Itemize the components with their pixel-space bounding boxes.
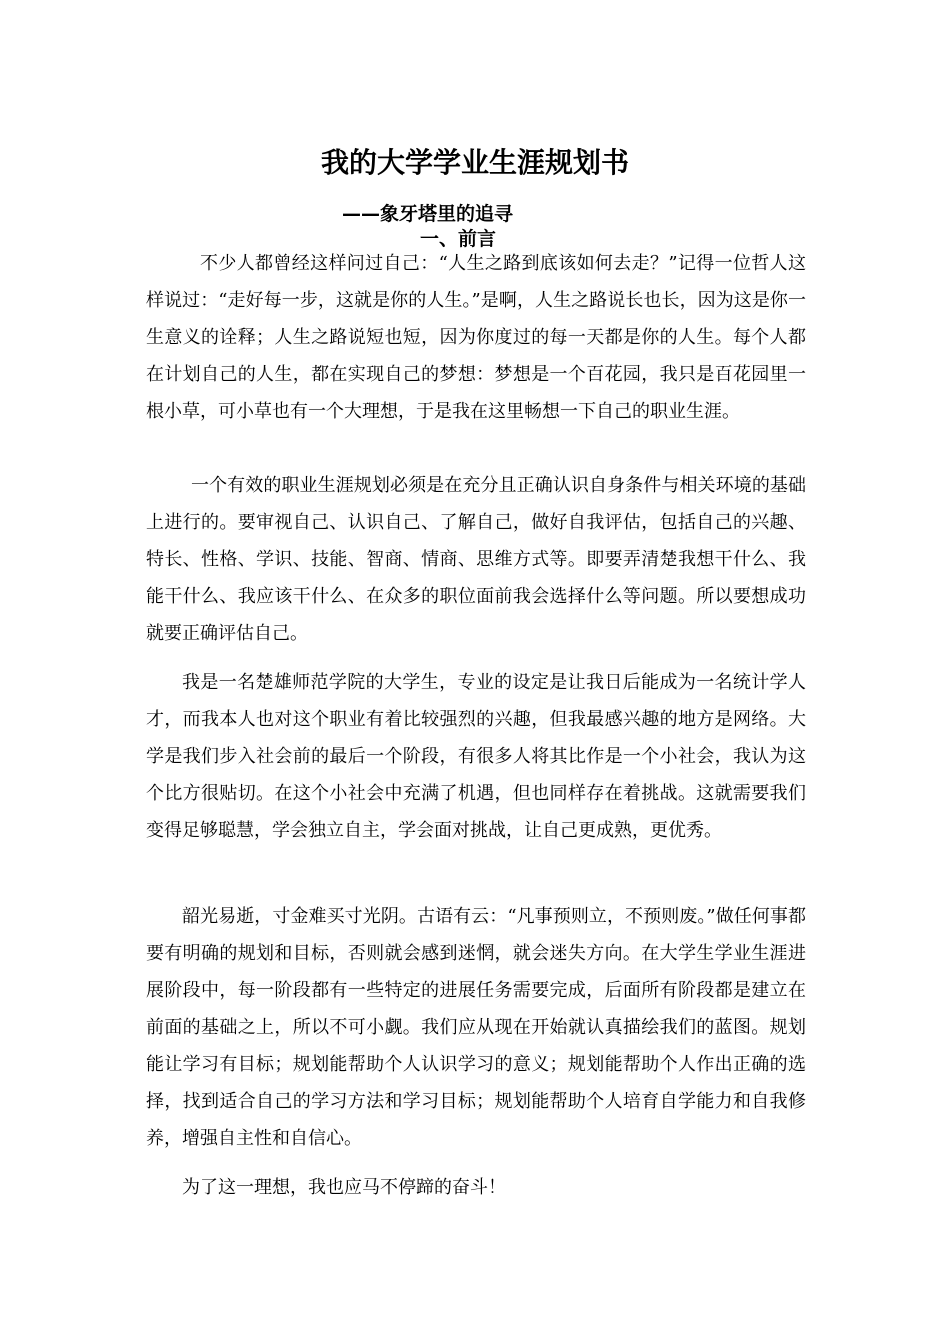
paragraph-2: 一个有效的职业生涯规划必须是在充分且正确认识自身条件与相关环境的基础上进行的。要审视自己、认识自己、了解自己，做好自我评估，包括自己的兴趣、特长、性格、学识、技能、智商、情商、思维方式等。即要弄清楚我想干什么、我能干什么、我应该干什么、在众多的职位面前我会选择什么等问题。所以要想成功就要正确评估自己。 [146,475,806,644]
document-subtitle: ——象牙塔里的追寻 [342,203,514,225]
paragraph-3: 我是一名楚雄师范学院的大学生，专业的设定是让我日后能成为一名统计学人才，而我本人也对这个职业有着比较强烈的兴趣，但我最感兴趣的地方是网络。大学是我们步入社会前的最后一个阶段，有很多人将其比作是一个小社会，我认为这个比方很贴切。在这个小社会中充满了机遇，但也同样存在着挑战。这就需要我们变得足够聪慧，学会独立自主，学会面对挑战，让自己更成熟，更优秀。 [146,672,806,841]
paragraph-5: 为了这一理想，我也应马不停蹄的奋斗！ [182,1177,506,1198]
paragraph-1: 不少人都曾经这样问过自己：“人生之路到底该如何去走？”记得一位哲人这样说过：“走好每一步，这就是你的人生。”是啊，人生之路说长也长，因为这是你一生意义的诠释；人生之路说短也短，因为你度过的每一天都是你的人生。每个人都在计划自己的人生，都在实现自己的梦想：梦想是一个百花园，我只是百花园里一根小草，可小草也有一个大理想，于是我在这里畅想一下自己的职业生涯。 [146,253,806,422]
document-title: 我的大学学业生涯规划书 [320,146,629,179]
paragraph-4: 韶光易逝，寸金难买寸光阴。古语有云：“凡事预则立，不预则废。”做任何事都要有明确的规划和目标，否则就会感到迷惘，就会迷失方向。在大学生学业生涯进展阶段中，每一阶段都有一些特定的进展任务需要完成，后面所有阶段都是建立在前面的基础之上，所以不可小觑。我们应从现在开始就认真描绘我们的蓝图。规划能让学习有目标；规划能帮助个人认识学习的意义；规划能帮助个人作出正确的选择，找到适合自己的学习方法和学习目标；规划能帮助个人培育自学能力和自我修养，增强自主性和自信心。 [146,906,806,1149]
section-heading: 一、前言 [420,228,497,250]
